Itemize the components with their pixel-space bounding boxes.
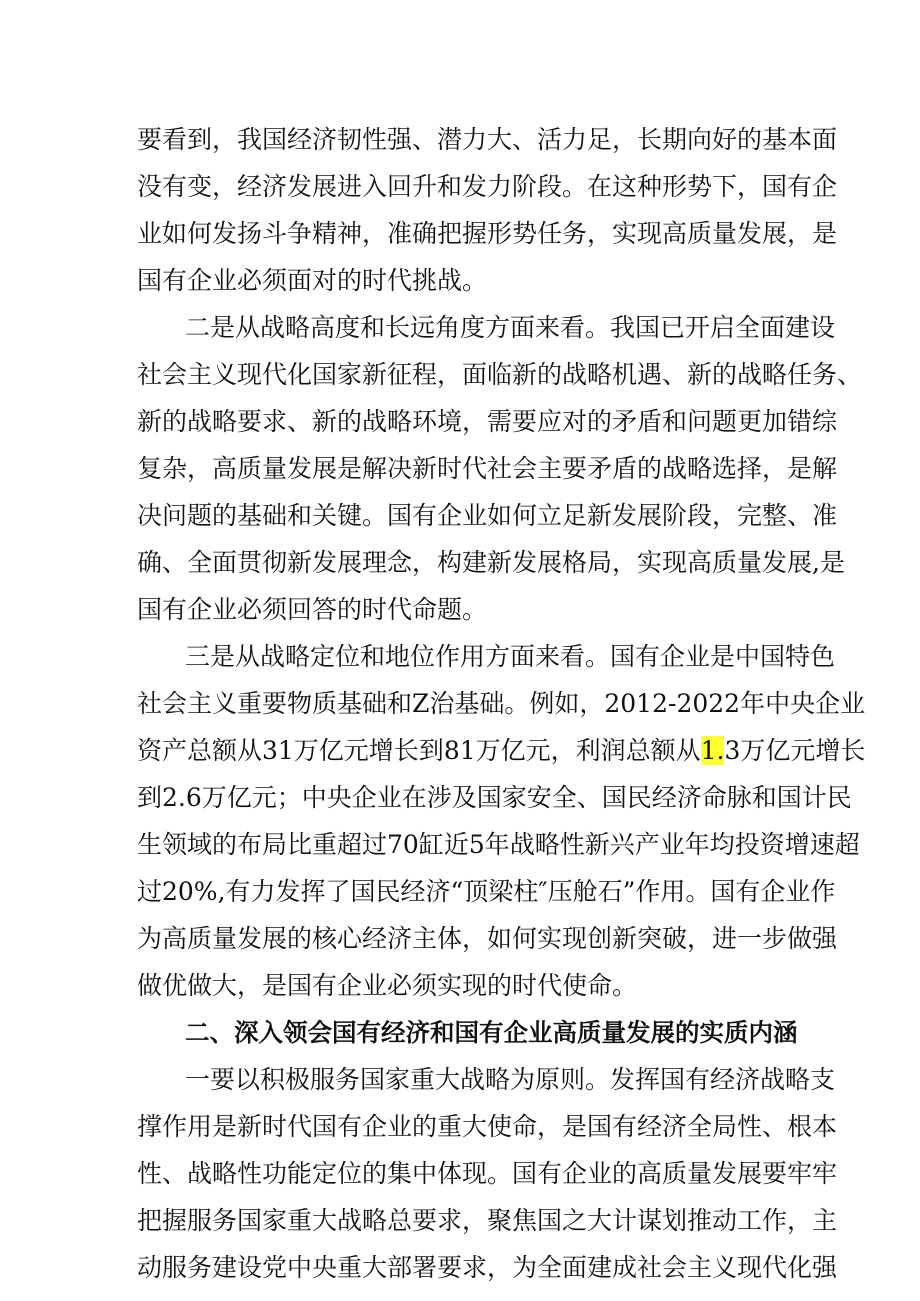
text-line: 复杂，高质量发展是解决新时代社会主要矛盾的战略选择，是解 bbox=[137, 454, 838, 483]
text-line: 国有企业必须面对的时代挑战。 bbox=[137, 266, 488, 295]
text-line: 过20%,有力发挥了国民经济“顶梁柱″压舱石”作用。国有企业作 bbox=[137, 877, 836, 906]
text-line: 性、战略性功能定位的集中体现。国有企业的高质量发展要牢牢 bbox=[137, 1159, 838, 1188]
text-line: 生领域的布局比重超过70缸近5年战略性新兴产业年均投资增速超 bbox=[137, 830, 860, 859]
text-line: 国有企业必须回答的时代命题。 bbox=[137, 595, 488, 624]
text-line: 决问题的基础和关键。国有企业如何立足新发展阶段，完整、准 bbox=[137, 501, 838, 530]
text-line: 确、全面贯彻新发展理念，构建新发展格局，实现高质量发展,是 bbox=[137, 548, 845, 577]
text-line-with-highlight bbox=[137, 727, 866, 775]
text-line: 没有变，经济发展进入回升和发力阶段。在这种形势下，国有企 bbox=[137, 172, 838, 201]
text-line: 到2.6万亿元；中央企业在涉及国家安全、国民经济命脉和国计民 bbox=[137, 783, 852, 812]
paragraph-start-line: 二是从战略高度和长远角度方面来看。我国已开启全面建设 bbox=[185, 313, 836, 342]
text-line: 要看到，我国经济韧性强、潜力大、活力足，长期向好的基本面 bbox=[137, 125, 838, 154]
text-segment: 资产总额从31万亿元增长到81万亿元，利润总额从 bbox=[137, 736, 701, 765]
text-line: 新的战略要求、新的战略环境，需要应对的矛盾和问题更加错综 bbox=[137, 407, 838, 436]
highlighted-text: 1. bbox=[700, 736, 725, 765]
text-segment: 3万亿元增长 bbox=[724, 736, 866, 765]
text-line: 为高质量发展的核心经济主体，如何实现创新突破，进一步做强 bbox=[137, 924, 838, 953]
text-line: 社会主义现代化国家新征程，面临新的战略机遇、新的战略任务、 bbox=[137, 360, 863, 389]
text-line: 动服务建设党中央重大部署要求，为全面建成社会主义现代化强 bbox=[137, 1253, 838, 1282]
text-line: 业如何发扬斗争精神，准确把握形势任务，实现高质量发展，是 bbox=[137, 219, 838, 248]
text-line: 社会主义重要物质基础和Z治基础。例如，2012-2022年中央企业 bbox=[137, 689, 866, 718]
section-heading: 二、深入领会国有经济和国有企业高质量发展的实质内涵 bbox=[185, 1018, 798, 1047]
paragraph-start-line: 一要以积极服务国家重大战略为原则。发挥国有经济战略支 bbox=[185, 1065, 836, 1094]
text-line: 撑作用是新时代国有企业的重大使命，是国有经济全局性、根本 bbox=[137, 1112, 838, 1141]
text-line: 把握服务国家重大战略总要求，聚焦国之大计谋划推动工作，主 bbox=[137, 1206, 838, 1235]
paragraph-start-line: 三是从战略定位和地位作用方面来看。国有企业是中国特色 bbox=[185, 642, 836, 671]
text-line: 做优做大，是国有企业必须实现的时代使命。 bbox=[137, 971, 638, 1000]
